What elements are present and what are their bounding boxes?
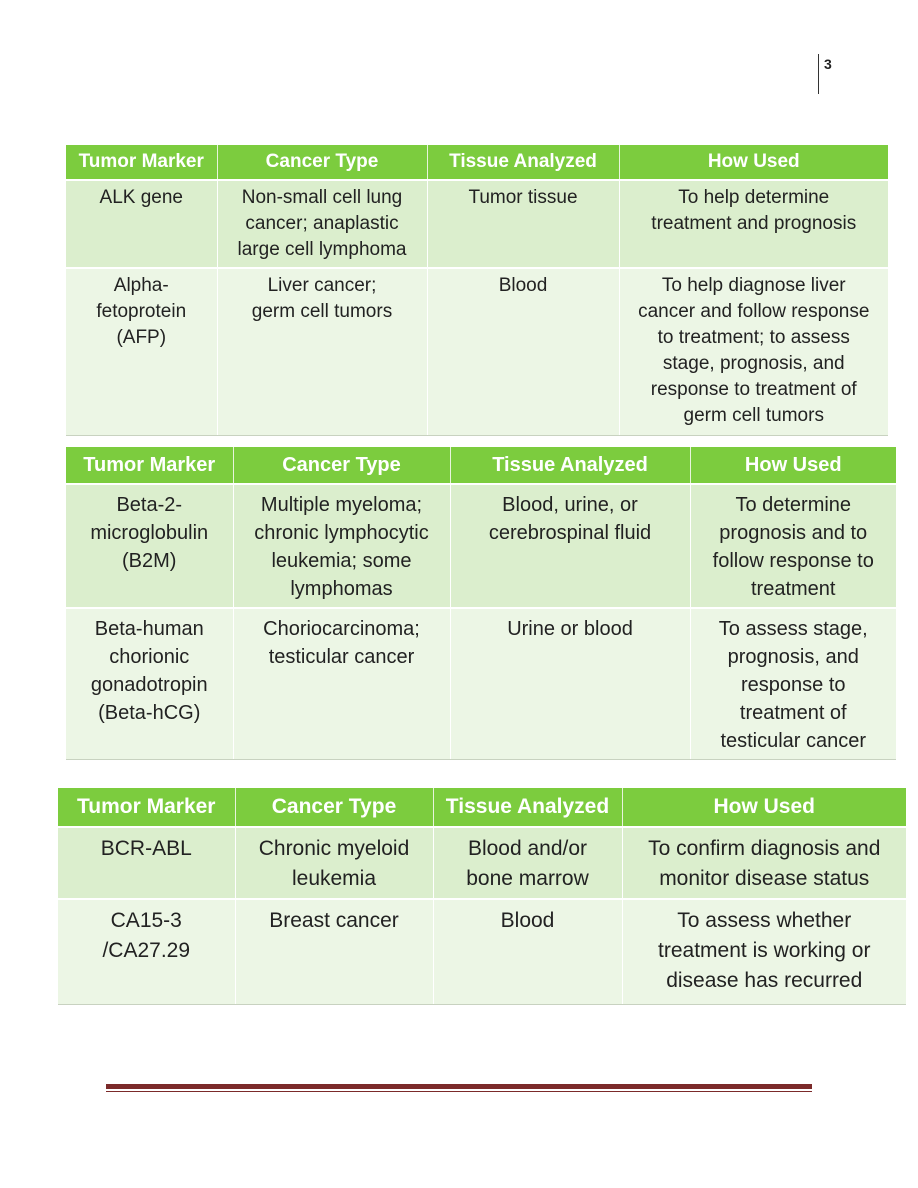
footer-rule-thin bbox=[106, 1091, 812, 1092]
cell-line: BCR-ABL bbox=[100, 837, 192, 860]
cell-line: response to bbox=[740, 674, 846, 696]
cell-line: Choriocarcinoma; bbox=[263, 618, 420, 640]
table-row bbox=[66, 268, 888, 436]
cell-how-used bbox=[619, 268, 888, 436]
cell-how-used bbox=[690, 608, 896, 760]
table-header-row bbox=[66, 145, 888, 180]
cell-line: CA15-3 bbox=[110, 909, 182, 932]
table-row bbox=[66, 180, 888, 268]
cell-line: large cell lymphoma bbox=[237, 239, 407, 260]
cell-line: monitor disease status bbox=[659, 867, 870, 890]
header-tissue-analyzed: Tissue Analyzed bbox=[433, 788, 622, 827]
cell-line: cerebrospinal fluid bbox=[488, 522, 652, 544]
table-row bbox=[66, 484, 896, 608]
cell-line: Blood and/or bbox=[467, 837, 588, 860]
cell-marker bbox=[66, 484, 233, 608]
cell-line: bone marrow bbox=[466, 867, 589, 890]
cell-line: To determine bbox=[735, 494, 852, 516]
header-how-used: How Used bbox=[690, 447, 896, 484]
cell-how-used bbox=[690, 484, 896, 608]
cell-line: Blood bbox=[500, 909, 555, 932]
header-tumor-marker: Tumor Marker bbox=[66, 447, 233, 484]
cell-line: Beta-human bbox=[94, 618, 204, 640]
header-tumor-marker: Tumor Marker bbox=[66, 145, 217, 180]
header-tissue-analyzed: Tissue Analyzed bbox=[427, 145, 619, 180]
cell-line: prognosis, and bbox=[727, 646, 859, 668]
footer-rule bbox=[106, 1084, 812, 1092]
cell-line: testicular cancer bbox=[268, 646, 415, 668]
table-header-row bbox=[58, 788, 906, 827]
cell-tissue bbox=[427, 180, 619, 268]
cell-line: fetoprotein bbox=[96, 301, 187, 322]
cell-marker bbox=[66, 268, 217, 436]
cell-cancer-type bbox=[217, 180, 427, 268]
header-tumor-marker: Tumor Marker bbox=[58, 788, 235, 827]
cell-line: To assess stage, bbox=[718, 618, 868, 640]
cell-tissue bbox=[427, 268, 619, 436]
header-cancer-type: Cancer Type bbox=[233, 447, 450, 484]
cell-line: Breast cancer bbox=[269, 909, 399, 932]
cell-cancer-type bbox=[235, 899, 433, 1005]
cell-line: disease has recurred bbox=[666, 969, 863, 992]
cell-line: testicular cancer bbox=[720, 730, 867, 752]
cell-line: (AFP) bbox=[116, 327, 167, 348]
cell-cancer-type bbox=[233, 484, 450, 608]
cell-line: treatment is working or bbox=[658, 939, 871, 962]
cell-line: germ cell tumors bbox=[683, 405, 824, 426]
footer-rule-thick bbox=[106, 1084, 812, 1089]
tumor-marker-table-2 bbox=[66, 447, 896, 760]
cell-line: response to treatment of bbox=[650, 379, 857, 400]
page-number-divider bbox=[818, 54, 819, 94]
cell-cancer-type bbox=[233, 608, 450, 760]
cell-line: To help diagnose liver bbox=[661, 275, 846, 296]
cell-cancer-type bbox=[217, 268, 427, 436]
cell-line: leukemia bbox=[291, 867, 377, 890]
cell-line: Blood bbox=[498, 275, 548, 296]
cell-line: germ cell tumors bbox=[251, 301, 393, 322]
cell-line: chorionic bbox=[109, 646, 190, 668]
cell-line: Blood, urine, or bbox=[502, 494, 638, 516]
header-cancer-type: Cancer Type bbox=[217, 145, 427, 180]
cell-line: /CA27.29 bbox=[102, 939, 191, 962]
cell-marker bbox=[58, 899, 235, 1005]
cell-line: treatment of bbox=[739, 702, 847, 724]
cell-line: chronic lymphocytic bbox=[254, 522, 429, 544]
cell-tissue bbox=[433, 899, 622, 1005]
header-tissue-analyzed: Tissue Analyzed bbox=[450, 447, 690, 484]
cell-line: Beta-2- bbox=[116, 494, 183, 516]
cell-marker bbox=[66, 180, 217, 268]
page-number: 3 bbox=[824, 56, 832, 72]
cell-line: treatment and prognosis bbox=[651, 213, 857, 234]
cell-line: follow response to bbox=[712, 550, 874, 572]
header-how-used: How Used bbox=[619, 145, 888, 180]
cell-line: Urine or blood bbox=[507, 618, 633, 640]
cell-line: gonadotropin bbox=[90, 674, 208, 696]
table-row bbox=[58, 899, 906, 1005]
table-row bbox=[66, 608, 896, 760]
cell-line: ALK gene bbox=[99, 187, 183, 208]
cell-line: Liver cancer; bbox=[267, 275, 377, 296]
cell-how-used bbox=[619, 180, 888, 268]
cell-line: cancer; anaplastic bbox=[245, 213, 399, 234]
cell-line: Chronic myeloid bbox=[258, 837, 410, 860]
cell-line: stage, prognosis, and bbox=[662, 353, 845, 374]
cell-cancer-type bbox=[235, 827, 433, 899]
cell-line: (B2M) bbox=[122, 550, 177, 572]
cell-line: leukemia; some bbox=[271, 550, 412, 572]
cell-line: Non-small cell lung bbox=[241, 187, 403, 208]
cell-line: cancer and follow response bbox=[638, 301, 870, 322]
cell-marker bbox=[66, 608, 233, 760]
cell-line: to treatment; to assess bbox=[657, 327, 850, 348]
cell-line: microglobulin bbox=[90, 522, 209, 544]
cell-line: Multiple myeloma; bbox=[260, 494, 423, 516]
cell-line: Alpha- bbox=[113, 275, 169, 296]
cell-how-used bbox=[622, 899, 906, 1005]
cell-line: Tumor tissue bbox=[468, 187, 578, 208]
tumor-marker-table-1 bbox=[66, 145, 888, 436]
cell-line: treatment bbox=[751, 578, 836, 600]
table-header-row bbox=[66, 447, 896, 484]
cell-line: prognosis and to bbox=[719, 522, 868, 544]
cell-tissue bbox=[450, 484, 690, 608]
cell-line: To confirm diagnosis and bbox=[648, 837, 881, 860]
table-row bbox=[58, 827, 906, 899]
cell-tissue bbox=[450, 608, 690, 760]
tumor-marker-table-3 bbox=[58, 788, 906, 1005]
cell-line: (Beta-hCG) bbox=[98, 702, 201, 724]
cell-how-used bbox=[622, 827, 906, 899]
cell-line: To help determine bbox=[678, 187, 830, 208]
cell-tissue bbox=[433, 827, 622, 899]
header-how-used: How Used bbox=[622, 788, 906, 827]
cell-marker bbox=[58, 827, 235, 899]
cell-line: To assess whether bbox=[677, 909, 852, 932]
header-cancer-type: Cancer Type bbox=[235, 788, 433, 827]
cell-line: lymphomas bbox=[290, 578, 393, 600]
